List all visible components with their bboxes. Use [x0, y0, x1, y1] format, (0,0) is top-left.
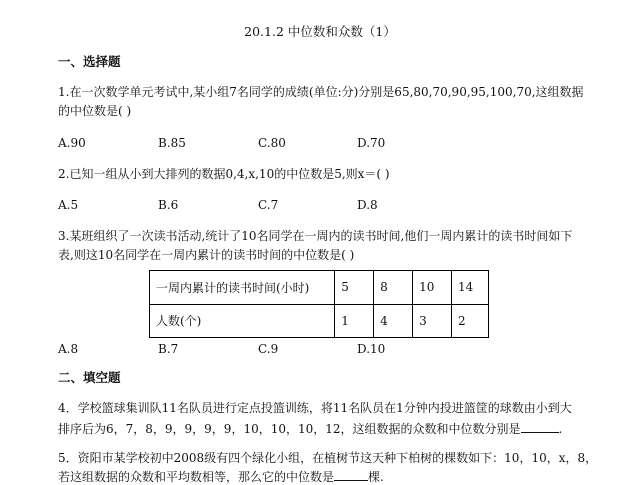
question-3-line-2: 表,则这10名同学在一周内累计的读书时间的中位数是( )	[58, 248, 355, 262]
question-3-line-1: 3.某班组织了一次读书活动,统计了10名同学在一周内的读书时间,他们一周内累计的读书时间如下	[58, 229, 573, 243]
question-5-line-2-text: 若这组数据的众数和平均数相等，那么它的中位数是	[58, 470, 335, 484]
question-2-line-1: 2.已知一组从小到大排列的数据0,4,x,10的中位数是5,则x＝( )	[58, 167, 390, 181]
question-3-option-c: C.9	[258, 342, 279, 356]
question-1-option-b: B.85	[158, 136, 186, 150]
question-4-line-2-end: .	[558, 422, 563, 436]
reading-time-table	[149, 270, 489, 338]
page-title: 20.1.2 中位数和众数（1）	[244, 24, 396, 39]
table-cell: 1	[335, 304, 374, 338]
question-2-option-d: D.8	[357, 198, 378, 212]
question-3-option-d: D.10	[357, 342, 386, 356]
question-1-line-1: 1.在一次数学单元考试中,某小组7名同学的成绩(单位:分)分别是65,80,70,90,95,100,70,这组数据	[58, 85, 584, 99]
question-3-option-b: B.7	[158, 342, 179, 356]
table-cell: 14	[452, 271, 489, 305]
table-cell: 4	[374, 304, 413, 338]
question-2-option-c: C.7	[258, 198, 279, 212]
table-cell: 10	[413, 271, 452, 305]
table-row	[150, 271, 489, 305]
question-4-line-1: 4．学校篮球集训队11名队员进行定点投篮训练，将11名队员在1分钟内投进篮筐的球数由小到大	[58, 401, 572, 415]
question-4-line-2-text: 排序后为6，7，8，9，9，9，9，10，10，10，12，这组数据的众数和中位数分别是	[58, 422, 521, 436]
question-2-option-b: B.6	[158, 198, 179, 212]
table-cell: 一周内累计的读书时间(小时)	[150, 271, 335, 305]
answer-blank	[334, 468, 368, 481]
question-1-option-d: D.70	[357, 136, 386, 150]
question-5-line-1: 5．资阳市某学校初中2008级有四个绿化小组，在植树节这天种下柏树的棵数如下：10，10，x，8，	[58, 451, 598, 465]
question-3-option-a: A.8	[58, 342, 79, 356]
answer-blank	[521, 420, 559, 433]
table-row	[150, 304, 489, 338]
question-2-option-a: A.5	[58, 198, 79, 212]
table-cell: 8	[374, 271, 413, 305]
table-cell: 3	[413, 304, 452, 338]
question-5-line-2	[58, 468, 384, 485]
table-cell: 人数(个)	[150, 304, 335, 338]
table-cell: 2	[452, 304, 489, 338]
table-cell: 5	[335, 271, 374, 305]
question-1-line-2: 的中位数是( )	[58, 104, 132, 118]
question-5-line-2-end: 棵.	[368, 470, 384, 484]
section-heading-choice: 一、选择题	[58, 54, 121, 69]
question-4-line-2	[58, 420, 562, 437]
question-1-option-c: C.80	[258, 136, 286, 150]
section-heading-fill-in: 二、填空题	[58, 370, 121, 385]
question-1-option-a: A.90	[58, 136, 86, 150]
